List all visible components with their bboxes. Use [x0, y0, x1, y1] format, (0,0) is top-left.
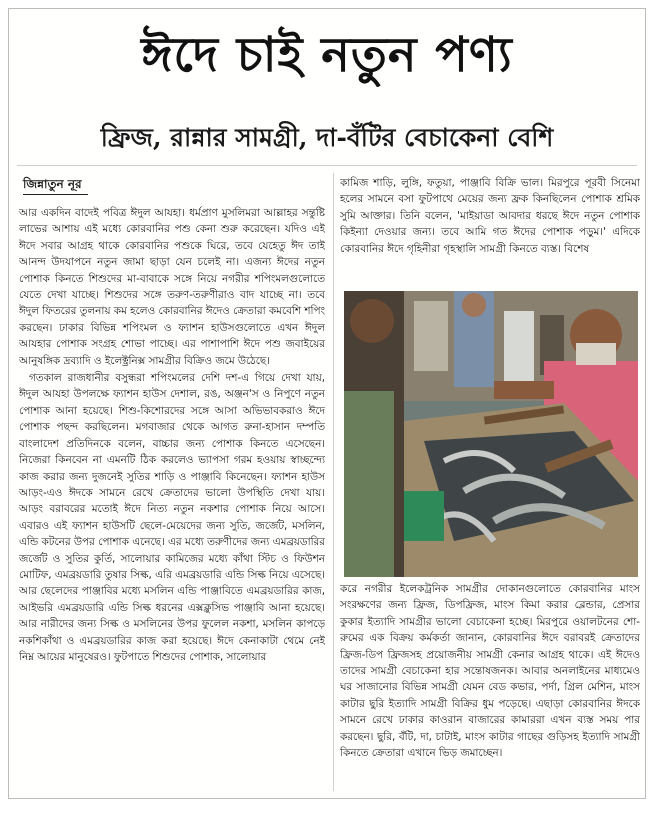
market-photo-icon	[344, 291, 638, 577]
byline: জিন্নাতুন নূর	[23, 175, 88, 195]
right-column-top	[340, 175, 640, 287]
paragraph-1: আর একদিন বাদেই পবিত্র ঈদুল আযহা। ধর্মপ্রাণ মুসলিমরা আল্লাহর সন্তুষ্টি লাভের আশায় এই মধ্যে কোরবানির পশু কেনা শুরু করেছেন। যদিও এই ঈদে সবার আগ্রহ থাকে কোরবানির পশুকে ঘিরে, তবে যেহেতু ঈদ তাই আনন্দ উদযাপনে নতুন জামা ছাড়া যেন চলেই না। এজন্য ঈদের নতুন পোশাক কিনতে শিশুদের মা-বাবাকে সঙ্গে নিয়ে নগরীর শপিংমলগুলোতে যেতে দেখা যাচ্ছে। শিশুদের সঙ্গে তরুণ-তরুণীরাও বাদ যাচ্ছে না। তবে ঈদুল ফিতরের তুলনায় কম হলেও কোরবানির ঈদেও ক্রেতারা কমবেশি শপিং করছেন। ঢাকার বিভিন্ন শপিংমল ও ফ্যাশন হাউসগুলোতে এখন ঈদুল আযহার পোশাক সংগ্রহ শোভা পাচ্ছে। এর পাশাপাশি ঈদে পশু জবাইয়ের আনুষঙ্গিক দ্রব্যাদি ও ইলেক্ট্রনিক্স সামগ্রীর বিক্রিও জমে উঠেছে।	[19, 207, 325, 367]
subheadline: ফ্রিজ, রান্নার সামগ্রী, দা-বঁটির বেচাকেনা বেশি	[100, 123, 554, 152]
header-divider	[17, 165, 637, 166]
left-column	[19, 205, 325, 789]
market-photo	[344, 291, 638, 577]
column-divider	[333, 173, 334, 791]
paragraph-2: গতকাল রাজধানীর বসুন্ধরা শপিংমলের দেশি দশ-এ গিয়ে দেখা যায়, ঈদুল আযহা উপলক্ষে ফ্যাশন হাউস দেশাল, রঙ, অঞ্জন'স ও নিপুণে নতুন পোশাক আনা হয়েছে। শিশু-কিশোরদের সঙ্গে আসা অভিভাবকরাও ঈদে পোশাক পছন্দ করছিলেন। মগবাজার থেকে আগত রুনা-হাসান দম্পতি বাংলাদেশ প্রতিদিনকে বলেন, বাচ্চার জন্য পোশাক কিনতে এসেছেন। নিজেরা কিনবেন না এমনটি ঠিক করলেও ভ্যাপসা গরম হওয়ায় স্বাচ্ছন্দ্যে কাজ করার জন্য দুজনেই সুতির শাড়ি ও পাঞ্জাবি কিনেছেন। ফ্যাশন হাউস আড়ং-এও ঈদকে সামনে রেখে ক্রেতাদের ভালো উপস্থিতি দেখা যায়। আড়ং বরাবরের মতোই ঈদে নিত্য নতুন নকশার পোশাক নিয়ে আসে। এবারও এই ফ্যাশন হাউসটি ছেলে-মেয়েদের জন্য সুতি, জর্জেট, মসলিন, এন্ডি কটনের উপর পোশাক এনেছে। এর মধ্যে তরুণীদের জন্য এমব্রয়ডারির জর্জেট ও সুতির কুর্তি, সালোয়ার কামিজের মধ্যে কাঁথা স্টিচ ও ফিউশন মোটিফ, এমব্রয়ডারি তুষার সিল্ক, এরি এমব্রয়ডারি এন্ডি সিল্ক নিয়ে এসেছে। আর ছেলেদের পাঞ্জাবির মধ্যে মসলিন এন্ডি পাঞ্জাবিতে এমব্রয়ডারির কাজ, আইভরি এমব্রয়ডারি এন্ডি সিল্ক ধরনের এক্সক্লুসিভ পাঞ্জাবি আনা হয়েছে। আর নারীদের জন্য সিল্ক ও মসলিনের উপর ফুলেল নকশা, মসলিন কাপড়ে নকশিকাঁথা ও এমব্রয়ডারির কাজ করা হয়েছে। ঈদে কেনাকাটা থেমে নেই নিম্ন আয়ের মানুষেরও। ফুটপাতে শিশুদের পোশাক, সালোয়ার	[19, 372, 325, 663]
newspaper-clipping	[8, 8, 646, 799]
headline: ঈদে চাই নতুন পণ্য	[141, 27, 513, 83]
paragraph-right-bottom: করে নগরীর ইলেকট্রনিক সামগ্রীর দোকানগুলোতে কোরবানির মাংস সংরক্ষণের জন্য ফ্রিজ, ডিপফ্রিজ, মাংস কিমা করার ব্লেন্ডার, প্রেসার কুকার ইত্যাদি সামগ্রীর ভালো বেচাকেনা হচ্ছে। মিরপুরে ওয়ালটনের শো-রুমের এক বিক্রয় কর্মকর্তা জানান, কোরবানির ঈদে বরাবরই ক্রেতাদের ফ্রিজ-ডিপ ফ্রিজসহ প্রয়োজনীয় সামগ্রী কেনার আগ্রহ থাকে। এই ঈদেও তাদের সামগ্রী বেচাকেনা হার সন্তোষজনক। আবার অনলাইনের মাধ্যমেও ঘর সাজানোর বিভিন্ন সামগ্রী যেমন বেড কভার, পর্দা, গ্রিল মেশিন, মাংস কাটার ছুরি ইত্যাদি সামগ্রী বিক্রির ধুম পড়েছে। এছাড়া কোরবানির ঈদকে সামনে রেখে ঢাকার কাওরান বাজারের কামাররা এখন ব্যস্ত সময় পার করছেন। ছুরি, বঁটি, দা, চাটাই, মাংস কাটার গাছের গুড়িসহ ইত্যাদি সামগ্রী কিনতে ক্রেতারা এখানে ভিড় জমাচ্ছেন।	[340, 583, 640, 760]
right-column-bottom	[340, 581, 640, 789]
paragraph-right-top: কামিজ শাড়ি, লুঙ্গি, ফতুয়া, পাঞ্জাবি বিক্রি ভাল। মিরপুরে পূরবী সিনেমা হলের সামনে বসা ফুটপাথে মেয়ের জন্য ফ্রক কিনছিলেন পোশাক শ্রমিক সুমি আক্তার। তিনি বলেন, 'মাইয়াডা আবদার ধরছে ঈদে নতুন পোশাক কিইন্যা দেওয়ার জন্য। তবে আমি গত ঈদের পোশাক পড়ুম।' এদিকে কোরবানির ঈদে গৃহিনীরা গৃহস্থালি সামগ্রী কিনতে ব্যস্ত। বিশেষ	[340, 177, 640, 255]
